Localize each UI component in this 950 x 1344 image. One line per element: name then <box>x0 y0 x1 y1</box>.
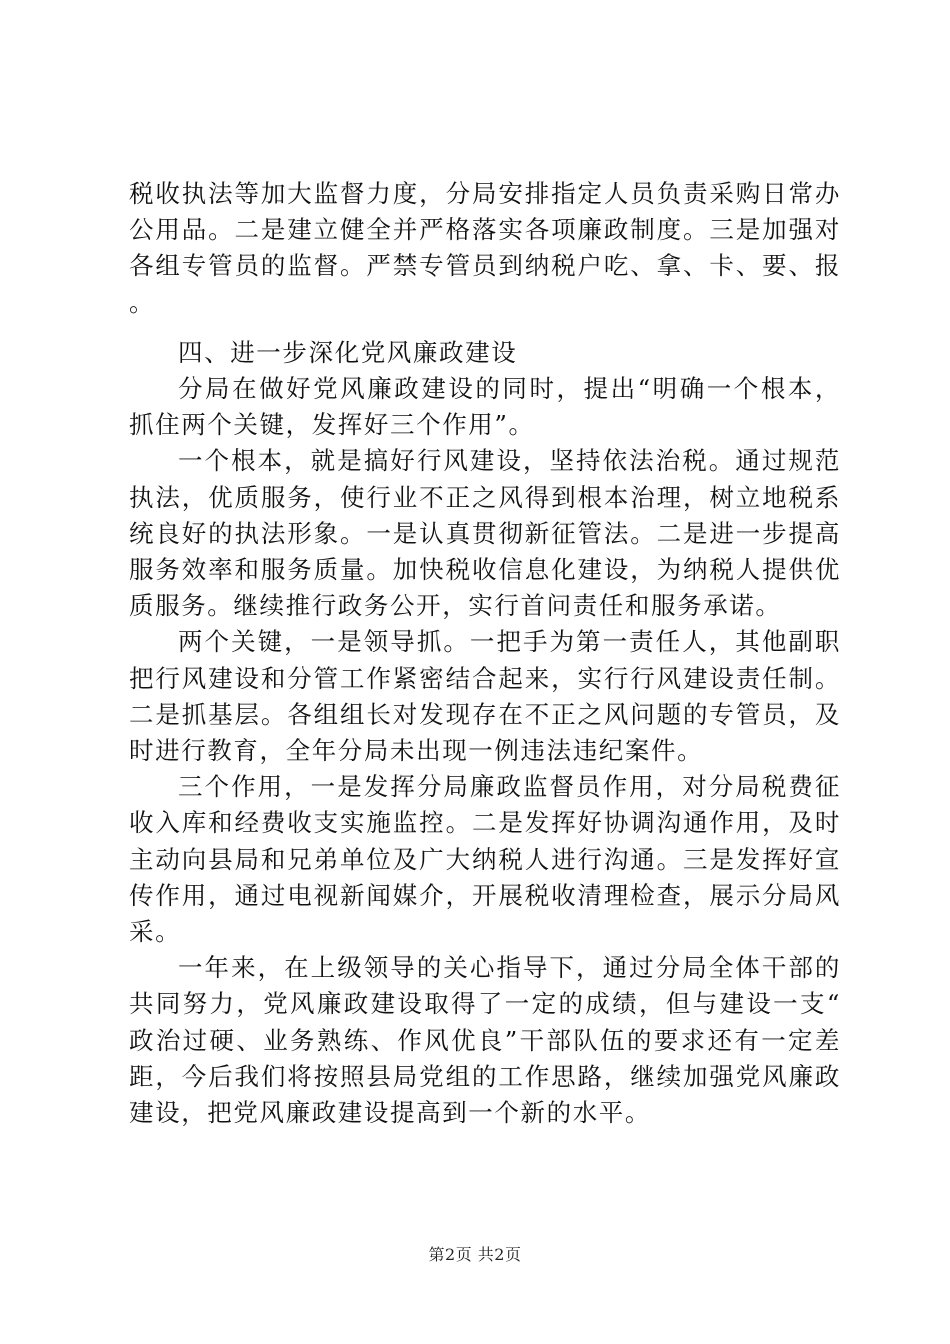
document-body <box>129 176 841 1131</box>
paragraph-three-roles: 三个作用，一是发挥分局廉政监督员作用，对分局税费征收入库和经费收支实施监控。二是发挥好协调沟通作用，及时主动向县局和兄弟单位及广大纳税人进行沟通。三是发挥好宣传作用，通过电视新闻媒介，开展税收清理检查，展示分局风采。 <box>129 772 841 947</box>
paragraph-intro: 分局在做好党风廉政建设的同时，提出“明确一个根本，抓住两个关键，发挥好三个作用”。 <box>129 374 841 440</box>
page-number: 第2页 共2页 <box>428 1245 522 1264</box>
section-heading: 四、进一步深化党风廉政建设 <box>178 337 518 367</box>
paragraph-one-root: 一个根本，就是搞好行风建设，坚持依法治税。通过规范执法，优质服务，使行业不正之风得到根本治理，树立地税系统良好的执法形象。一是认真贯彻新征管法。二是进一步提高服务效率和服务质量。加快税收信息化建设，为纳税人提供优质服务。继续推行政务公开，实行首问责任和服务承诺。 <box>129 446 841 621</box>
paragraph-continuation: 税收执法等加大监督力度，分局安排指定人员负责采购日常办公用品。二是建立健全并严格落实各项廉政制度。三是加强对各组专管员的监督。严禁专管员到纳税户吃、拿、卡、要、报。 <box>129 179 841 317</box>
paragraph-two-keys: 两个关键，一是领导抓。一把手为第一责任人，其他副职把行风建设和分管工作紧密结合起来，实行行风建设责任制。二是抓基层。各组组长对发现存在不正之风问题的专管员，及时进行教育，全年分局未出现一例违法违纪案件。 <box>129 627 841 766</box>
paragraph-conclusion: 一年来，在上级领导的关心指导下，通过分局全体干部的共同努力，党风廉政建设取得了一定的成绩，但与建设一支“政治过硬、业务熟练、作风优良”干部队伍的要求还有一定差距，今后我们将按照县局党组的工作思路，继续加强党风廉政建设，把党风廉政建设提高到一个新的水平。 <box>129 953 841 1128</box>
